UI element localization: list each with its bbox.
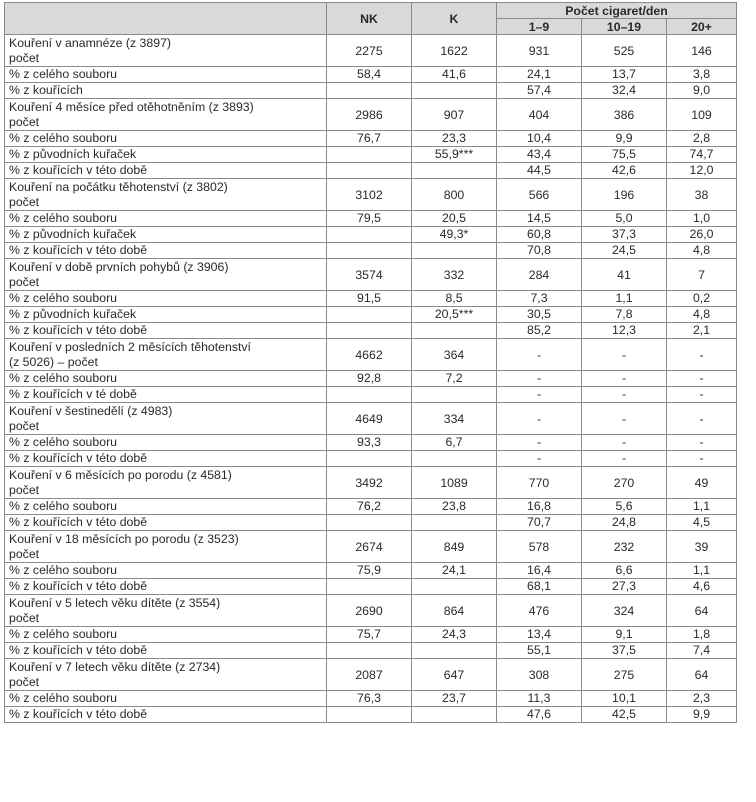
table-row	[5, 339, 737, 371]
row-label: % z celého souboru	[5, 291, 327, 307]
cell-nk	[327, 387, 412, 403]
cell-nk: 76,7	[327, 131, 412, 147]
header-nk: NK	[327, 3, 412, 35]
cell-1-9: 476	[497, 595, 582, 627]
row-label: Kouření v anamnéze (z 3897) počet	[5, 35, 327, 67]
table-row	[5, 371, 737, 387]
cell-10-19: -	[582, 451, 667, 467]
cell-k	[412, 451, 497, 467]
table-row	[5, 707, 737, 723]
cell-1-9: 24,1	[497, 67, 582, 83]
cell-k: 334	[412, 403, 497, 435]
cell-1-9: -	[497, 387, 582, 403]
table-row	[5, 499, 737, 515]
row-label: % z celého souboru	[5, 499, 327, 515]
cell-10-19: 24,5	[582, 243, 667, 259]
cell-1-9: 16,4	[497, 563, 582, 579]
cell-k: 647	[412, 659, 497, 691]
row-label: Kouření v době prvních pohybů (z 3906) počet	[5, 259, 327, 291]
cell-k: 24,3	[412, 627, 497, 643]
cell-nk	[327, 515, 412, 531]
row-label: % z původních kuřaček	[5, 147, 327, 163]
row-label: % z celého souboru	[5, 435, 327, 451]
cell-1-9: 308	[497, 659, 582, 691]
cell-20-plus: 9,0	[667, 83, 737, 99]
row-label: % z kouřících v této době	[5, 515, 327, 531]
cell-1-9: 578	[497, 531, 582, 563]
table-row	[5, 595, 737, 627]
row-label: % z celého souboru	[5, 211, 327, 227]
cell-k: 23,8	[412, 499, 497, 515]
cell-10-19: -	[582, 339, 667, 371]
cell-k: 864	[412, 595, 497, 627]
cell-1-9: -	[497, 403, 582, 435]
cell-1-9: -	[497, 451, 582, 467]
row-label: % z původních kuřaček	[5, 227, 327, 243]
cell-20-plus: 4,6	[667, 579, 737, 595]
header-corner	[5, 3, 327, 35]
cell-20-plus: 9,9	[667, 707, 737, 723]
table-row	[5, 35, 737, 67]
cell-10-19: 24,8	[582, 515, 667, 531]
cell-20-plus: 2,8	[667, 131, 737, 147]
row-label: % z kouřících v té době	[5, 387, 327, 403]
cell-k: 8,5	[412, 291, 497, 307]
table-row	[5, 163, 737, 179]
header-20-plus: 20+	[667, 19, 737, 35]
row-label: Kouření v posledních 2 měsících těhotenství (z 5026) – počet	[5, 339, 327, 371]
cell-20-plus: 4,8	[667, 307, 737, 323]
cell-1-9: 70,7	[497, 515, 582, 531]
cell-10-19: 32,4	[582, 83, 667, 99]
cell-20-plus: -	[667, 403, 737, 435]
table-row	[5, 211, 737, 227]
smoking-table	[4, 2, 737, 723]
cell-20-plus: 7,4	[667, 643, 737, 659]
table-row	[5, 531, 737, 563]
header-cigarettes-per-day: Počet cigaret/den	[497, 3, 737, 19]
cell-nk	[327, 163, 412, 179]
cell-1-9: -	[497, 371, 582, 387]
cell-20-plus: 4,8	[667, 243, 737, 259]
cell-1-9: 44,5	[497, 163, 582, 179]
table-row	[5, 291, 737, 307]
cell-nk: 2986	[327, 99, 412, 131]
table-row	[5, 67, 737, 83]
cell-1-9: 10,4	[497, 131, 582, 147]
row-label: Kouření v šestinedělí (z 4983) počet	[5, 403, 327, 435]
cell-nk	[327, 323, 412, 339]
cell-k	[412, 387, 497, 403]
cell-20-plus: -	[667, 339, 737, 371]
cell-20-plus: 39	[667, 531, 737, 563]
table-row	[5, 147, 737, 163]
cell-10-19: 10,1	[582, 691, 667, 707]
cell-k: 49,3*	[412, 227, 497, 243]
cell-nk: 2275	[327, 35, 412, 67]
cell-nk	[327, 579, 412, 595]
cell-1-9: 7,3	[497, 291, 582, 307]
cell-20-plus: -	[667, 371, 737, 387]
table-row	[5, 691, 737, 707]
cell-10-19: 6,6	[582, 563, 667, 579]
cell-nk: 4662	[327, 339, 412, 371]
cell-20-plus: 2,3	[667, 691, 737, 707]
row-label: % z kouřících v této době	[5, 707, 327, 723]
cell-1-9: 16,8	[497, 499, 582, 515]
cell-nk	[327, 643, 412, 659]
table-body	[5, 35, 737, 723]
cell-1-9: 55,1	[497, 643, 582, 659]
cell-nk: 91,5	[327, 291, 412, 307]
row-label: % z celého souboru	[5, 563, 327, 579]
cell-20-plus: 3,8	[667, 67, 737, 83]
table-row	[5, 83, 737, 99]
table-row	[5, 627, 737, 643]
cell-1-9: 60,8	[497, 227, 582, 243]
row-label: Kouření v 7 letech věku dítěte (z 2734) počet	[5, 659, 327, 691]
cell-10-19: 27,3	[582, 579, 667, 595]
cell-10-19: 525	[582, 35, 667, 67]
row-label: % z celého souboru	[5, 131, 327, 147]
cell-k	[412, 643, 497, 659]
table-row	[5, 563, 737, 579]
row-label: % z kouřících v této době	[5, 323, 327, 339]
cell-1-9: 931	[497, 35, 582, 67]
cell-20-plus: 26,0	[667, 227, 737, 243]
cell-1-9: 57,4	[497, 83, 582, 99]
cell-nk: 3574	[327, 259, 412, 291]
cell-20-plus: 74,7	[667, 147, 737, 163]
cell-1-9: 11,3	[497, 691, 582, 707]
cell-k	[412, 323, 497, 339]
cell-nk	[327, 147, 412, 163]
cell-nk: 76,2	[327, 499, 412, 515]
cell-nk: 93,3	[327, 435, 412, 451]
table-row	[5, 323, 737, 339]
table-header	[5, 3, 737, 35]
cell-nk	[327, 83, 412, 99]
cell-k: 55,9***	[412, 147, 497, 163]
cell-20-plus: 64	[667, 659, 737, 691]
cell-20-plus: 38	[667, 179, 737, 211]
cell-10-19: 1,1	[582, 291, 667, 307]
cell-nk	[327, 451, 412, 467]
cell-nk: 92,8	[327, 371, 412, 387]
cell-nk: 2087	[327, 659, 412, 691]
cell-k	[412, 83, 497, 99]
row-label: % z celého souboru	[5, 627, 327, 643]
table-row	[5, 307, 737, 323]
cell-1-9: 47,6	[497, 707, 582, 723]
cell-nk	[327, 307, 412, 323]
row-label: Kouření v 6 měsících po porodu (z 4581) počet	[5, 467, 327, 499]
cell-nk: 2690	[327, 595, 412, 627]
table-row	[5, 467, 737, 499]
cell-k: 849	[412, 531, 497, 563]
row-label: % z celého souboru	[5, 67, 327, 83]
cell-10-19: 270	[582, 467, 667, 499]
row-label: % z kouřících v této době	[5, 243, 327, 259]
cell-20-plus: 49	[667, 467, 737, 499]
cell-20-plus: -	[667, 387, 737, 403]
table-row	[5, 259, 737, 291]
cell-1-9: 13,4	[497, 627, 582, 643]
row-label: Kouření na počátku těhotenství (z 3802) počet	[5, 179, 327, 211]
table-row	[5, 179, 737, 211]
header-1-9: 1–9	[497, 19, 582, 35]
cell-10-19: 13,7	[582, 67, 667, 83]
row-label: % z celého souboru	[5, 691, 327, 707]
cell-10-19: -	[582, 435, 667, 451]
cell-nk	[327, 227, 412, 243]
cell-k: 23,7	[412, 691, 497, 707]
cell-10-19: 7,8	[582, 307, 667, 323]
cell-k: 20,5***	[412, 307, 497, 323]
cell-k	[412, 243, 497, 259]
cell-nk: 79,5	[327, 211, 412, 227]
row-label: % z celého souboru	[5, 371, 327, 387]
table-row	[5, 515, 737, 531]
header-10-19: 10–19	[582, 19, 667, 35]
cell-k: 20,5	[412, 211, 497, 227]
cell-10-19: 5,0	[582, 211, 667, 227]
cell-10-19: 37,3	[582, 227, 667, 243]
cell-10-19: 196	[582, 179, 667, 211]
cell-nk	[327, 707, 412, 723]
cell-20-plus: 4,5	[667, 515, 737, 531]
cell-10-19: -	[582, 387, 667, 403]
cell-10-19: 41	[582, 259, 667, 291]
cell-10-19: 12,3	[582, 323, 667, 339]
cell-20-plus: 1,8	[667, 627, 737, 643]
row-label: % z kouřících v této době	[5, 643, 327, 659]
cell-nk: 3492	[327, 467, 412, 499]
cell-10-19: 324	[582, 595, 667, 627]
cell-1-9: -	[497, 339, 582, 371]
cell-nk: 3102	[327, 179, 412, 211]
row-label: % z původních kuřaček	[5, 307, 327, 323]
cell-10-19: 9,1	[582, 627, 667, 643]
cell-k: 364	[412, 339, 497, 371]
cell-10-19: 42,6	[582, 163, 667, 179]
cell-10-19: 232	[582, 531, 667, 563]
cell-nk: 75,9	[327, 563, 412, 579]
cell-10-19: -	[582, 371, 667, 387]
cell-20-plus: 64	[667, 595, 737, 627]
cell-20-plus: 109	[667, 99, 737, 131]
cell-k	[412, 163, 497, 179]
table-row	[5, 643, 737, 659]
table-row	[5, 227, 737, 243]
cell-20-plus: 1,1	[667, 499, 737, 515]
cell-10-19: 42,5	[582, 707, 667, 723]
cell-20-plus: 12,0	[667, 163, 737, 179]
cell-k: 800	[412, 179, 497, 211]
cell-20-plus: 1,0	[667, 211, 737, 227]
table-row	[5, 579, 737, 595]
cell-10-19: 75,5	[582, 147, 667, 163]
row-label: % z kouřících	[5, 83, 327, 99]
cell-k: 1089	[412, 467, 497, 499]
cell-k	[412, 707, 497, 723]
cell-20-plus: -	[667, 451, 737, 467]
cell-1-9: 85,2	[497, 323, 582, 339]
row-label: % z kouřících v této době	[5, 579, 327, 595]
table-row	[5, 659, 737, 691]
row-label: Kouření 4 měsíce před otěhotněním (z 3893) počet	[5, 99, 327, 131]
cell-10-19: -	[582, 403, 667, 435]
table-row	[5, 99, 737, 131]
cell-1-9: 770	[497, 467, 582, 499]
cell-10-19: 275	[582, 659, 667, 691]
cell-k: 1622	[412, 35, 497, 67]
row-label: % z kouřících v této době	[5, 451, 327, 467]
cell-1-9: 68,1	[497, 579, 582, 595]
cell-k: 23,3	[412, 131, 497, 147]
cell-10-19: 9,9	[582, 131, 667, 147]
header-k: K	[412, 3, 497, 35]
table-row	[5, 131, 737, 147]
cell-10-19: 386	[582, 99, 667, 131]
row-label: % z kouřících v této době	[5, 163, 327, 179]
cell-k: 41,6	[412, 67, 497, 83]
cell-20-plus: 1,1	[667, 563, 737, 579]
cell-nk: 76,3	[327, 691, 412, 707]
row-label: Kouření v 18 měsících po porodu (z 3523) počet	[5, 531, 327, 563]
table-row	[5, 403, 737, 435]
cell-k	[412, 579, 497, 595]
cell-k: 332	[412, 259, 497, 291]
cell-nk: 75,7	[327, 627, 412, 643]
cell-10-19: 5,6	[582, 499, 667, 515]
cell-k: 7,2	[412, 371, 497, 387]
cell-1-9: 404	[497, 99, 582, 131]
cell-nk	[327, 243, 412, 259]
table-row	[5, 387, 737, 403]
cell-1-9: 566	[497, 179, 582, 211]
table-row	[5, 451, 737, 467]
cell-10-19: 37,5	[582, 643, 667, 659]
cell-20-plus: 146	[667, 35, 737, 67]
cell-1-9: 14,5	[497, 211, 582, 227]
cell-k	[412, 515, 497, 531]
cell-k: 907	[412, 99, 497, 131]
cell-1-9: 70,8	[497, 243, 582, 259]
cell-k: 24,1	[412, 563, 497, 579]
cell-1-9: 43,4	[497, 147, 582, 163]
cell-20-plus: 0,2	[667, 291, 737, 307]
cell-nk: 4649	[327, 403, 412, 435]
cell-20-plus: 2,1	[667, 323, 737, 339]
cell-1-9: -	[497, 435, 582, 451]
cell-1-9: 30,5	[497, 307, 582, 323]
cell-k: 6,7	[412, 435, 497, 451]
cell-1-9: 284	[497, 259, 582, 291]
cell-20-plus: 7	[667, 259, 737, 291]
table-row	[5, 435, 737, 451]
cell-20-plus: -	[667, 435, 737, 451]
cell-nk: 2674	[327, 531, 412, 563]
table-row	[5, 243, 737, 259]
cell-nk: 58,4	[327, 67, 412, 83]
row-label: Kouření v 5 letech věku dítěte (z 3554) počet	[5, 595, 327, 627]
